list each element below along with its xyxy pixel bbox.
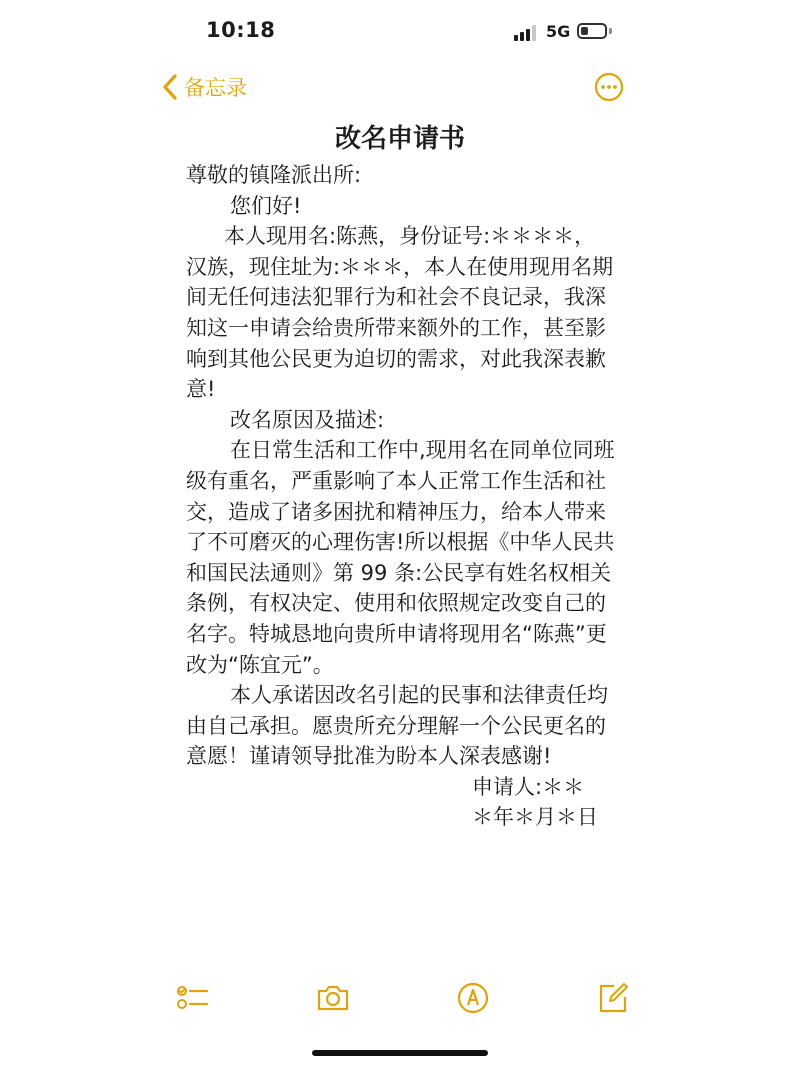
network-type: 5G	[546, 22, 571, 41]
status-time: 10:18	[206, 18, 276, 42]
back-button[interactable]	[162, 72, 247, 102]
battery-cap	[609, 28, 612, 34]
note-paragraph-commitment: 本人承诺因改名引起的民事和法律责任均由自己承担。愿贵所充分理解一个公民更名的意愿！谨请领导批准为盼本人深表感谢!	[186, 683, 608, 769]
note-title: 改名申请书	[334, 124, 465, 154]
camera-icon[interactable]	[316, 981, 350, 1015]
battery-icon	[577, 23, 607, 39]
back-label: 备忘录	[184, 76, 247, 100]
markup-pen-icon[interactable]	[456, 981, 490, 1015]
note-paragraph-reason-heading: 改名原因及描述:	[230, 407, 385, 432]
note-date: ＊年＊月＊日	[472, 805, 598, 830]
checklist-icon[interactable]	[176, 981, 210, 1015]
home-indicator[interactable]	[312, 1050, 488, 1056]
chevron-left-icon	[162, 74, 178, 100]
more-options-icon[interactable]	[594, 72, 624, 102]
compose-icon[interactable]	[596, 981, 630, 1015]
note-paragraph-reason: 在日常生活和工作中,现用名在同单位同班级有重名，严重影响了本人正常工作生活和社交，造成了诸多困扰和精神压力，给本人带来了不可磨灭的心理伤害!所以根据《中华人民共和国民法通则》第 99 条:公民享有姓名权相关条例，有权决定、使用和依照规定改变自己的名字。特城恳地向贵所申请将现用名“陈燕”更改为“陈宜元”。	[186, 438, 615, 677]
note-paragraph-greeting: 您们好!	[230, 193, 302, 218]
note-applicant: 申请人:＊＊	[472, 774, 585, 799]
cellular-signal-icon	[514, 25, 540, 41]
note-paragraph-salutation: 尊敬的镇隆派出所:	[186, 163, 362, 187]
note-body[interactable]	[186, 160, 616, 833]
note-paragraph-intro: 本人现用名:陈燕，身份证号:＊＊＊＊，汉族，现住址为:＊＊＊，本人在使用现用名期间无任何违法犯罪行为和社会不良记录，我深知这一申请会给贵所带来额外的工作，甚至影响到其他公民更为迫切的需求，对此我深表歉意!	[186, 224, 614, 402]
